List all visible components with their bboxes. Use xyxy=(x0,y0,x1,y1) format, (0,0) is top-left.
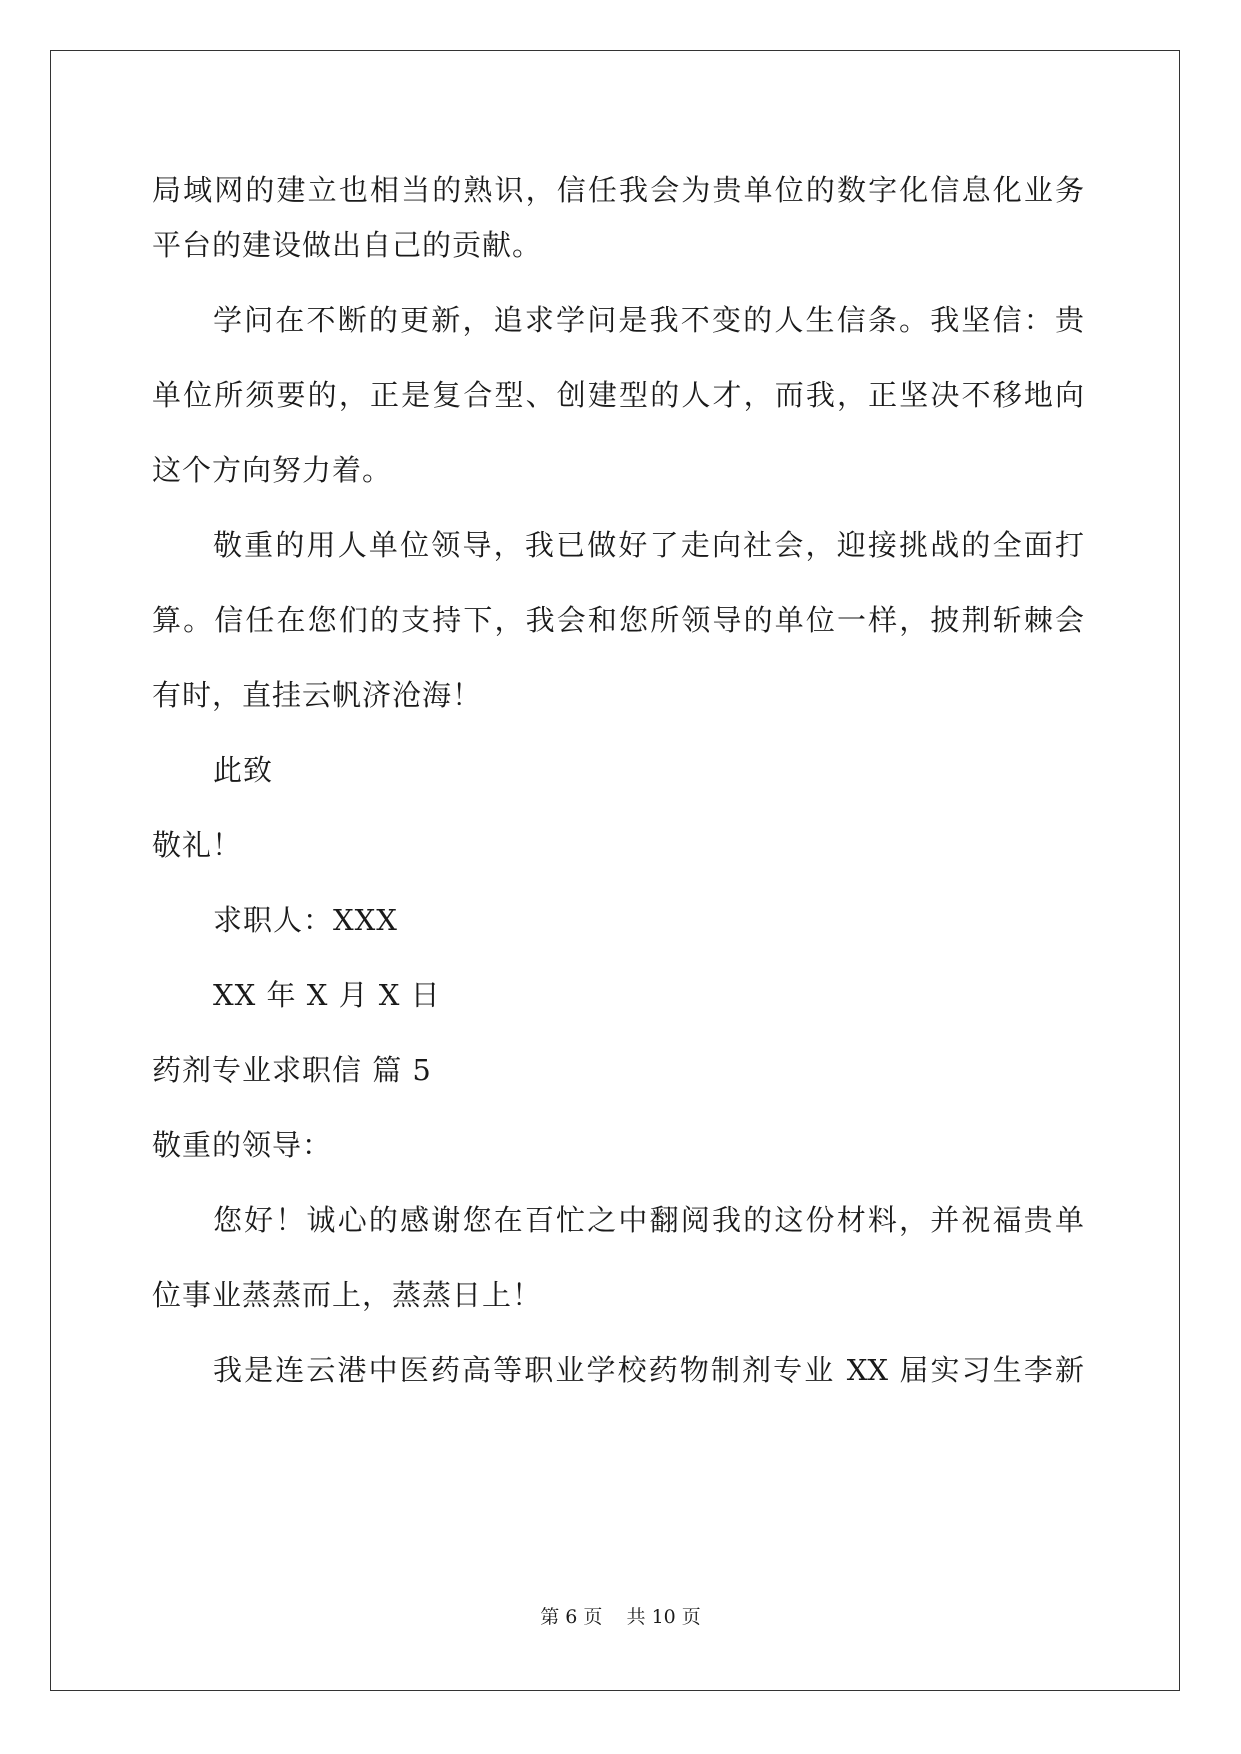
body-line: 有时，直挂云帆济沧海！ xyxy=(152,678,483,712)
body-line: 局域网的建立也相当的熟识，信任我会为贵单位的数字化信息化业务 xyxy=(152,173,1084,207)
body-line: 我是连云港中医药高等职业学校药物制剂专业 XX 届实习生李新 xyxy=(213,1353,1084,1387)
signature-line: 求职人：XXX xyxy=(213,903,398,937)
body-line: 学问在不断的更新，追求学问是我不变的人生信条。我坚信：贵 xyxy=(213,303,1084,337)
letter-greeting: 敬重的领导： xyxy=(152,1128,333,1162)
body-line: 敬重的用人单位领导，我已做好了走向社会，迎接挑战的全面打 xyxy=(213,528,1084,562)
section-heading: 药剂专业求职信 篇 5 xyxy=(152,1053,432,1087)
body-line: 这个方向努力着。 xyxy=(152,453,393,487)
page-border xyxy=(50,50,1180,1691)
closing-phrase: 此致 xyxy=(213,753,274,787)
page-number-footer: 第 6 页 共 10 页 xyxy=(540,1606,701,1628)
body-line: 位事业蒸蒸而上，蒸蒸日上！ xyxy=(152,1278,543,1312)
body-line: 平台的建设做出自己的贡献。 xyxy=(152,228,543,262)
body-line: 算。信任在您们的支持下，我会和您所领导的单位一样，披荆斩棘会 xyxy=(152,603,1084,637)
date-line: XX 年 X 月 X 日 xyxy=(213,978,441,1012)
body-line: 您好！诚心的感谢您在百忙之中翻阅我的这份材料，并祝福贵单 xyxy=(213,1203,1084,1237)
salutation-closing: 敬礼！ xyxy=(152,828,243,862)
body-line: 单位所须要的，正是复合型、创建型的人才，而我，正坚决不移地向 xyxy=(152,378,1084,412)
